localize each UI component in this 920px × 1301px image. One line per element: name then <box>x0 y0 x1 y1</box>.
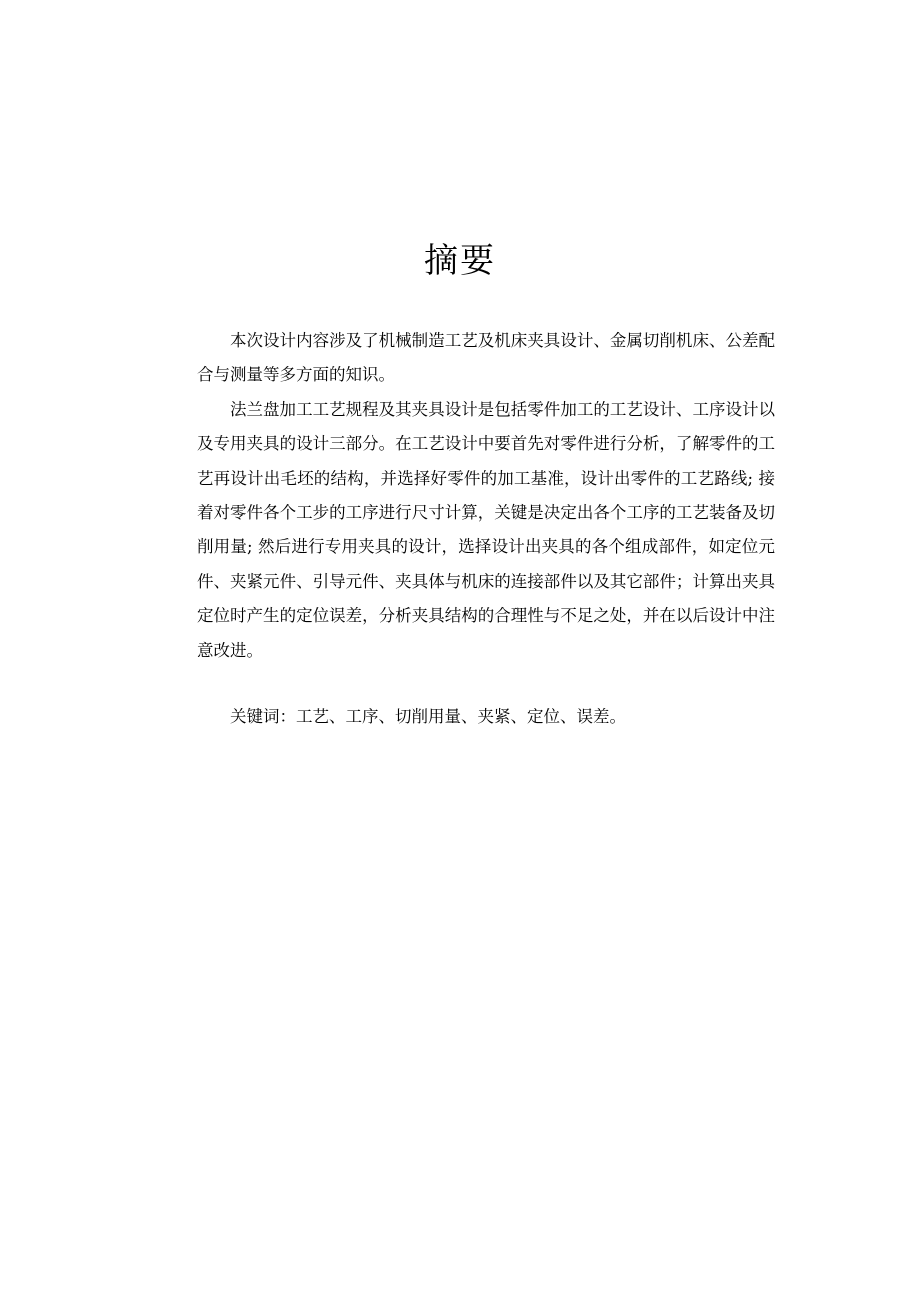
abstract-paragraph-1: 本次设计内容涉及了机械制造工艺及机床夹具设计、金属切削机床、公差配合与测量等多方面的知识。 <box>197 331 775 385</box>
abstract-paragraph-2: 法兰盘加工工艺规程及其夹具设计是包括零件加工的工艺设计、工序设计以及专用夹具的设计三部分。在工艺设计中要首先对零件进行分析，了解零件的工艺再设计出毛坯的结构，并选择好零件的加工基准，设计出零件的工艺路线; 接着对零件各个工步的工序进行尺寸计算，关键是决定出各个工序的工艺装备及切削用量; 然后进行专用夹具的设计，选择设计出夹具的各个组成部件，如定位元件、夹紧元件、引导元件、夹具体与机床的连接部件以及其它部件；计算出夹具定位时产生的定位误差，分析夹具结构的合理性与不足之处，并在以后设计中注意改进。 <box>197 399 775 660</box>
keywords-line: 关键词：工艺、工序、切削用量、夹紧、定位、误差。 <box>230 707 626 726</box>
page-title: 摘要 <box>424 241 496 281</box>
abstract-body <box>197 324 775 668</box>
